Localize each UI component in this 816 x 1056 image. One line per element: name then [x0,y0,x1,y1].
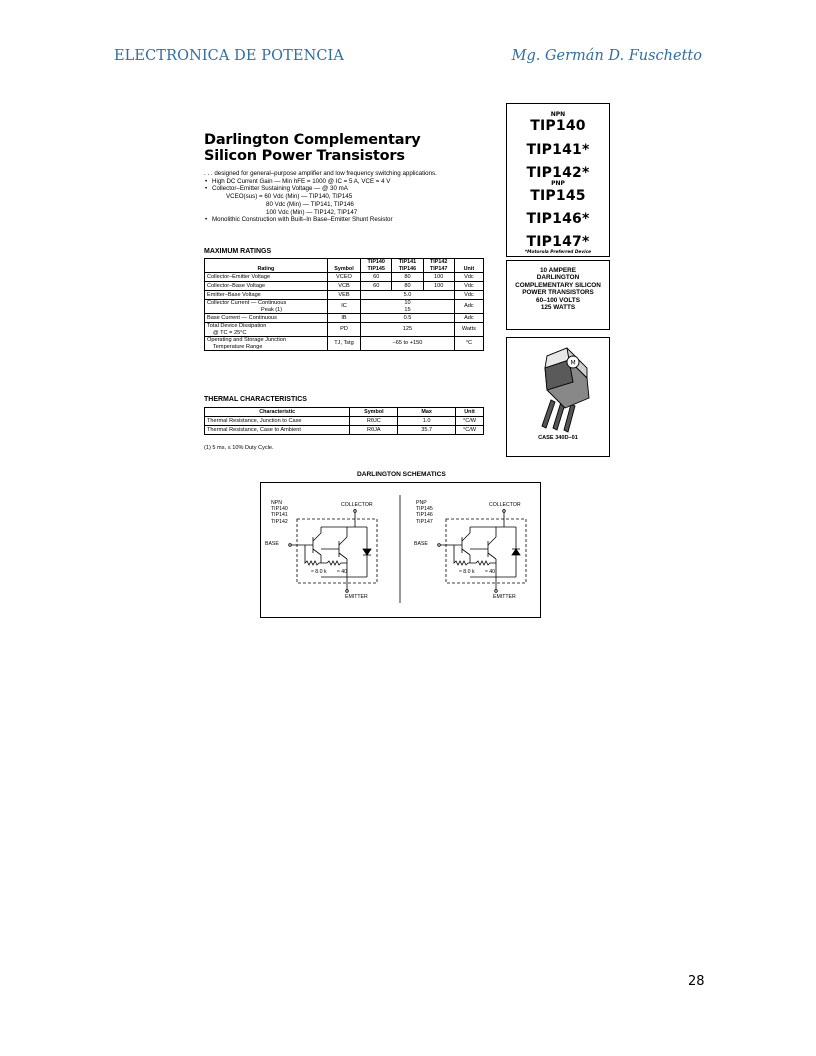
collector-label: COLLECTOR [489,502,521,508]
table-row: Collector Current — Continuous Peak (1) IC 10 15 Adc [205,300,484,314]
feature-bullet: • Collector–Emitter Sustaining Voltage — @ 30 mA [204,185,499,193]
pnp-label: PNP [551,180,565,187]
thermal-heading: THERMAL CHARACTERISTICS [204,396,307,403]
schematic-drawing [261,483,540,617]
feature-subline: 100 Vdc (Min) — TIP142, TIP147 [266,208,358,216]
table-row: Total Device Dissipation @ TC = 25°C PD 125 Watts [205,323,484,337]
title-line-1: Darlington Complementary [204,132,421,148]
pnp-models: PNP TIP145 TIP146 TIP147 [416,500,433,525]
col-device-3: TIP142 TIP147 [423,259,454,273]
collector-label: COLLECTOR [341,502,373,508]
feature-bullet: • Monolithic Construction with Built–In Base–Emitter Shunt Resistor [204,216,499,224]
resistor-label: ≈ 40 [485,569,496,575]
table-row: Collector–Base Voltage VCB 60 80 100 Vdc [205,282,484,291]
table-row: Base Current — Continuous IB 0.5 Adc [205,314,484,323]
page-number: 28 [688,974,705,989]
resistor-label: ≈ 40 [337,569,348,575]
svg-text:M: M [570,359,576,367]
footnote: (1) 5 ms, ≤ 10% Duty Cycle. [204,445,274,451]
feature-bullet: • High DC Current Gain — Min hFE = 1000 @ IC = 5 A, VCE = 4 V [204,178,499,186]
emitter-label: EMITTER [493,594,516,600]
preferred-note: *Motorola Preferred Device [524,250,592,255]
max-ratings-table [204,258,484,351]
title-line-2: Silicon Power Transistors [204,148,405,164]
resistor-label: ≈ 8.0 k [459,569,475,575]
thermal-table [204,407,484,435]
emitter-label: EMITTER [345,594,368,600]
table-row: Emitter–Base Voltage VEB 5.0 Vdc [205,291,484,300]
max-ratings-heading: MAXIMUM RATINGS [204,248,272,255]
table-row: Thermal Resistance, Case to Ambient RθJA 35.7 °C/W [205,426,484,435]
part-number: TIP145 [530,188,586,204]
col-rating: Rating [205,259,328,273]
table-header-row [205,259,484,273]
table-row: Collector–Emitter Voltage VCEO 60 80 100 Vdc [205,273,484,282]
table-row: Operating and Storage Junction Temperature Range TJ, Tstg –65 to +150 °C [205,337,484,351]
datasheet-image [200,100,612,620]
package-caption: CASE 340D–01 [538,435,578,441]
npn-models: NPN TIP140 TIP141 TIP142 [271,500,288,525]
header-right-author: Mg. Germán D. Fuschetto [511,48,702,64]
feature-list [204,170,499,224]
col-unit: Unit [454,259,483,273]
part-number: TIP147* [526,234,590,250]
base-label: BASE [414,541,428,547]
col-device-1: TIP140 TIP145 [361,259,392,273]
base-label: BASE [265,541,279,547]
feature-subline: 80 Vdc (Min) — TIP141, TIP146 [266,200,354,208]
npn-label: NPN [550,111,566,118]
intro-text: . . . designed for general–purpose amplifier and low frequency switching applications. [204,170,437,177]
to218-package-drawing [507,338,609,433]
col-device-2: TIP141 TIP146 [392,259,423,273]
part-numbers-box [506,103,610,257]
darlington-schematics-box [260,482,541,618]
part-number: TIP140 [530,118,586,134]
schematics-title: DARLINGTON SCHEMATICS [357,471,446,478]
resistor-label: ≈ 8.0 k [311,569,327,575]
part-number: TIP142* [526,165,590,181]
package-box [506,337,610,457]
rating-description: 10 AMPERE DARLINGTON COMPLEMENTARY SILICON POWER TRANSISTORS 60–100 VOLTS 125 WATTS [515,267,601,312]
header-left-title: ELECTRONICA DE POTENCIA [114,48,344,64]
col-symbol: Symbol [327,259,360,273]
rating-description-box [506,260,610,330]
part-number: TIP141* [526,142,590,158]
table-header-row: Characteristic Symbol Max Unit [205,408,484,417]
table-row: Thermal Resistance, Junction to Case RθJC 1.0 °C/W [205,417,484,426]
datasheet-title [204,132,421,164]
part-number: TIP146* [526,211,590,227]
feature-subline: VCEO(sus) = 60 Vdc (Min) — TIP140, TIP145 [226,193,353,201]
